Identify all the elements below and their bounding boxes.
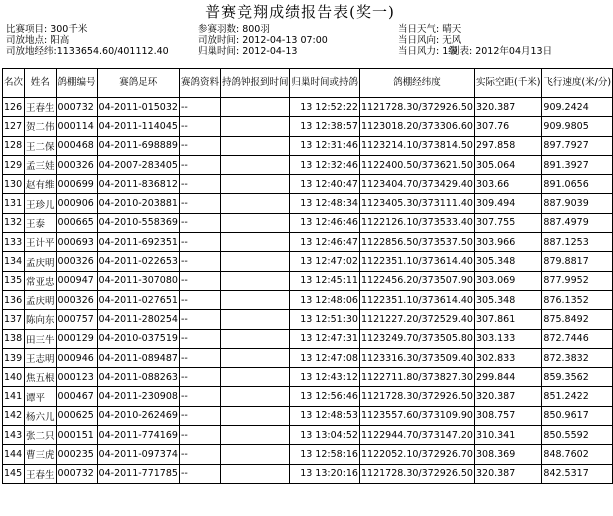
- pigeon-info-cell: --: [179, 136, 220, 155]
- info-wind-direction: 当日风向: 无风: [398, 35, 462, 46]
- ring-cell: 04-2011-088263: [97, 368, 179, 387]
- loft-id-cell: 000326: [56, 290, 97, 309]
- speed-cell: 872.3832: [542, 348, 613, 367]
- table-row: [3, 155, 613, 174]
- loft-coords-cell: 1123557.60/373109.90: [359, 406, 474, 425]
- pigeon-info-cell: --: [179, 155, 220, 174]
- name-cell: 田三牛: [25, 329, 57, 348]
- info-return-time: 归巢时间: 2012-04-13: [198, 46, 298, 57]
- col-ring: 赛鸽足环: [97, 69, 179, 98]
- col-speed: 飞行速度(米/分): [542, 69, 613, 98]
- loft-id-cell: 000693: [56, 233, 97, 252]
- table-row: [3, 290, 613, 309]
- distance-cell: 320.387: [474, 98, 541, 117]
- loft-coords-cell: 1122351.10/373614.40: [359, 290, 474, 309]
- col-return-time: 归巢时间或持鸽: [290, 69, 360, 98]
- name-cell: 焦五根: [25, 368, 57, 387]
- return-time-cell: 13 13:04:52: [290, 426, 360, 445]
- rank-cell: 129: [3, 155, 25, 174]
- info-pigeon-count: 参赛羽数: 800羽: [198, 24, 270, 35]
- loft-coords-cell: 1122351.10/373614.40: [359, 252, 474, 271]
- pigeon-info-cell: --: [179, 271, 220, 290]
- ring-cell: 04-2010-558369: [97, 213, 179, 232]
- pigeon-info-cell: --: [179, 368, 220, 387]
- info-made-date: 制表: 2012年04月13日: [450, 46, 553, 57]
- loft-id-cell: 000757: [56, 310, 97, 329]
- table-row: [3, 233, 613, 252]
- rank-cell: 145: [3, 464, 25, 483]
- clock-time-cell: [220, 271, 290, 290]
- info-project: 比赛项目: 300千米: [6, 24, 88, 35]
- table-row: [3, 406, 613, 425]
- rank-cell: 142: [3, 406, 25, 425]
- clock-time-cell: [220, 426, 290, 445]
- table-header-row: [3, 69, 613, 98]
- clock-time-cell: [220, 213, 290, 232]
- pigeon-info-cell: --: [179, 329, 220, 348]
- return-time-cell: 13 12:31:46: [290, 136, 360, 155]
- results-table: [2, 68, 613, 484]
- ring-cell: 04-2011-089487: [97, 348, 179, 367]
- loft-id-cell: 000235: [56, 445, 97, 464]
- ring-cell: 04-2011-280254: [97, 310, 179, 329]
- rank-cell: 141: [3, 387, 25, 406]
- clock-time-cell: [220, 464, 290, 483]
- rank-cell: 127: [3, 117, 25, 136]
- distance-cell: 308.369: [474, 445, 541, 464]
- loft-coords-cell: 1122456.20/373507.90: [359, 271, 474, 290]
- loft-coords-cell: 1121728.30/372926.50: [359, 387, 474, 406]
- info-release-coords: 司放地经纬:1133654.60/401112.40: [6, 46, 169, 57]
- distance-cell: 307.755: [474, 213, 541, 232]
- pigeon-info-cell: --: [179, 348, 220, 367]
- loft-coords-cell: 1122856.50/373537.50: [359, 233, 474, 252]
- name-cell: 王珍儿: [25, 194, 57, 213]
- ring-cell: 04-2011-097374: [97, 445, 179, 464]
- rank-cell: 133: [3, 233, 25, 252]
- clock-time-cell: [220, 136, 290, 155]
- table-row: [3, 426, 613, 445]
- name-cell: 陈向东: [25, 310, 57, 329]
- name-cell: 王春生: [25, 464, 57, 483]
- pigeon-info-cell: --: [179, 98, 220, 117]
- pigeon-info-cell: --: [179, 464, 220, 483]
- distance-cell: 303.133: [474, 329, 541, 348]
- rank-cell: 136: [3, 290, 25, 309]
- speed-cell: 887.9039: [542, 194, 613, 213]
- loft-coords-cell: 1121728.30/372926.50: [359, 98, 474, 117]
- return-time-cell: 13 12:58:16: [290, 445, 360, 464]
- speed-cell: 851.2422: [542, 387, 613, 406]
- return-time-cell: 13 12:56:46: [290, 387, 360, 406]
- loft-id-cell: 000906: [56, 194, 97, 213]
- ring-cell: 04-2011-771785: [97, 464, 179, 483]
- loft-coords-cell: 1123214.10/373814.50: [359, 136, 474, 155]
- name-cell: 王志明: [25, 348, 57, 367]
- info-wind-force: 当日风力: 1级: [398, 46, 458, 57]
- info-release-time: 司放时间: 2012-04-13 07:00: [198, 35, 328, 46]
- return-time-cell: 13 12:32:46: [290, 155, 360, 174]
- distance-cell: 303.966: [474, 233, 541, 252]
- name-cell: 赵有维: [25, 175, 57, 194]
- table-row: [3, 213, 613, 232]
- pigeon-info-cell: --: [179, 175, 220, 194]
- pigeon-info-cell: --: [179, 406, 220, 425]
- ring-cell: 04-2011-022653: [97, 252, 179, 271]
- distance-cell: 305.348: [474, 252, 541, 271]
- rank-cell: 130: [3, 175, 25, 194]
- return-time-cell: 13 13:20:16: [290, 464, 360, 483]
- return-time-cell: 13 12:51:30: [290, 310, 360, 329]
- col-name: 姓名: [25, 69, 57, 98]
- return-time-cell: 13 12:48:06: [290, 290, 360, 309]
- return-time-cell: 13 12:47:31: [290, 329, 360, 348]
- loft-coords-cell: 1122126.10/373533.40: [359, 213, 474, 232]
- col-pigeon-info: 赛鸽资料: [179, 69, 220, 98]
- pigeon-info-cell: --: [179, 252, 220, 271]
- return-time-cell: 13 12:46:46: [290, 213, 360, 232]
- speed-cell: 850.9617: [542, 406, 613, 425]
- clock-time-cell: [220, 252, 290, 271]
- distance-cell: 309.494: [474, 194, 541, 213]
- loft-id-cell: 000326: [56, 155, 97, 174]
- col-loft-coords: 鸽棚经纬度: [359, 69, 474, 98]
- name-cell: 谭平: [25, 387, 57, 406]
- pigeon-info-cell: --: [179, 445, 220, 464]
- speed-cell: 887.4979: [542, 213, 613, 232]
- loft-id-cell: 000151: [56, 426, 97, 445]
- table-row: [3, 464, 613, 483]
- loft-coords-cell: 1121227.20/372529.40: [359, 310, 474, 329]
- table-row: [3, 136, 613, 155]
- rank-cell: 135: [3, 271, 25, 290]
- rank-cell: 144: [3, 445, 25, 464]
- clock-time-cell: [220, 194, 290, 213]
- rank-cell: 143: [3, 426, 25, 445]
- name-cell: 王计平: [25, 233, 57, 252]
- loft-id-cell: 000123: [56, 368, 97, 387]
- col-clock-time: 持鸽钟报到时间: [220, 69, 290, 98]
- loft-id-cell: 000946: [56, 348, 97, 367]
- ring-cell: 04-2011-114045: [97, 117, 179, 136]
- rank-cell: 134: [3, 252, 25, 271]
- table-row: [3, 329, 613, 348]
- clock-time-cell: [220, 175, 290, 194]
- clock-time-cell: [220, 445, 290, 464]
- name-cell: 孟庆明: [25, 290, 57, 309]
- table-row: [3, 175, 613, 194]
- table-row: [3, 368, 613, 387]
- col-distance: 实际空距(千米): [474, 69, 541, 98]
- ring-cell: 04-2007-283405: [97, 155, 179, 174]
- ring-cell: 04-2011-698889: [97, 136, 179, 155]
- loft-id-cell: 000467: [56, 387, 97, 406]
- loft-id-cell: 000625: [56, 406, 97, 425]
- name-cell: 王泰: [25, 213, 57, 232]
- distance-cell: 307.76: [474, 117, 541, 136]
- loft-id-cell: 000665: [56, 213, 97, 232]
- name-cell: 王二保: [25, 136, 57, 155]
- speed-cell: 909.9805: [542, 117, 613, 136]
- return-time-cell: 13 12:38:57: [290, 117, 360, 136]
- loft-coords-cell: 1123249.70/373505.80: [359, 329, 474, 348]
- clock-time-cell: [220, 233, 290, 252]
- speed-cell: 897.7927: [542, 136, 613, 155]
- table-row: [3, 271, 613, 290]
- return-time-cell: 13 12:46:47: [290, 233, 360, 252]
- return-time-cell: 13 12:48:34: [290, 194, 360, 213]
- table-row: [3, 252, 613, 271]
- rank-cell: 132: [3, 213, 25, 232]
- table-row: [3, 445, 613, 464]
- clock-time-cell: [220, 406, 290, 425]
- pigeon-info-cell: --: [179, 233, 220, 252]
- name-cell: 孟三娃: [25, 155, 57, 174]
- loft-coords-cell: 1121728.30/372926.50: [359, 464, 474, 483]
- loft-coords-cell: 1123018.20/373306.60: [359, 117, 474, 136]
- name-cell: 曹三虎: [25, 445, 57, 464]
- pigeon-info-cell: --: [179, 290, 220, 309]
- ring-cell: 04-2010-203881: [97, 194, 179, 213]
- rank-cell: 140: [3, 368, 25, 387]
- report-title: 普赛竞翔成绩报告表(奖一): [205, 3, 395, 21]
- loft-id-cell: 000468: [56, 136, 97, 155]
- distance-cell: 307.861: [474, 310, 541, 329]
- ring-cell: 04-2011-307080: [97, 271, 179, 290]
- ring-cell: 04-2010-262469: [97, 406, 179, 425]
- loft-coords-cell: 1123404.70/373429.40: [359, 175, 474, 194]
- distance-cell: 297.858: [474, 136, 541, 155]
- rank-cell: 126: [3, 98, 25, 117]
- loft-coords-cell: 1123316.30/373509.40: [359, 348, 474, 367]
- clock-time-cell: [220, 329, 290, 348]
- ring-cell: 04-2011-774169: [97, 426, 179, 445]
- col-rank: 名次: [3, 69, 25, 98]
- table-row: [3, 387, 613, 406]
- name-cell: 孟庆明: [25, 252, 57, 271]
- speed-cell: 876.1352: [542, 290, 613, 309]
- rank-cell: 131: [3, 194, 25, 213]
- name-cell: 贺二伟: [25, 117, 57, 136]
- loft-coords-cell: 1122400.50/373621.50: [359, 155, 474, 174]
- speed-cell: 872.7446: [542, 329, 613, 348]
- speed-cell: 877.9952: [542, 271, 613, 290]
- speed-cell: 887.1253: [542, 233, 613, 252]
- speed-cell: 842.5317: [542, 464, 613, 483]
- col-loft-id: 鸽棚编号: [56, 69, 97, 98]
- clock-time-cell: [220, 310, 290, 329]
- table-row: [3, 348, 613, 367]
- name-cell: 王春生: [25, 98, 57, 117]
- return-time-cell: 13 12:52:22: [290, 98, 360, 117]
- ring-cell: 04-2010-037519: [97, 329, 179, 348]
- ring-cell: 04-2011-230908: [97, 387, 179, 406]
- name-cell: 杨六儿: [25, 406, 57, 425]
- ring-cell: 04-2011-015032: [97, 98, 179, 117]
- name-cell: 张二只: [25, 426, 57, 445]
- name-cell: 常亚忠: [25, 271, 57, 290]
- return-time-cell: 13 12:47:08: [290, 348, 360, 367]
- pigeon-info-cell: --: [179, 310, 220, 329]
- clock-time-cell: [220, 98, 290, 117]
- clock-time-cell: [220, 348, 290, 367]
- ring-cell: 04-2011-027651: [97, 290, 179, 309]
- clock-time-cell: [220, 155, 290, 174]
- pigeon-info-cell: --: [179, 387, 220, 406]
- info-release-place: 司放地点: 阳高: [6, 35, 70, 46]
- loft-id-cell: 000114: [56, 117, 97, 136]
- pigeon-info-cell: --: [179, 194, 220, 213]
- distance-cell: 299.844: [474, 368, 541, 387]
- speed-cell: 859.3562: [542, 368, 613, 387]
- rank-cell: 128: [3, 136, 25, 155]
- loft-coords-cell: 1122944.70/373147.20: [359, 426, 474, 445]
- clock-time-cell: [220, 387, 290, 406]
- distance-cell: 303.069: [474, 271, 541, 290]
- loft-id-cell: 000699: [56, 175, 97, 194]
- return-time-cell: 13 12:43:12: [290, 368, 360, 387]
- pigeon-info-cell: --: [179, 426, 220, 445]
- loft-coords-cell: 1123405.30/373111.40: [359, 194, 474, 213]
- info-weather: 当日天气: 晴天: [398, 24, 462, 35]
- pigeon-info-cell: --: [179, 117, 220, 136]
- speed-cell: 850.5592: [542, 426, 613, 445]
- clock-time-cell: [220, 117, 290, 136]
- ring-cell: 04-2011-692351: [97, 233, 179, 252]
- table-row: [3, 117, 613, 136]
- distance-cell: 302.833: [474, 348, 541, 367]
- distance-cell: 305.348: [474, 290, 541, 309]
- return-time-cell: 13 12:47:02: [290, 252, 360, 271]
- distance-cell: 305.064: [474, 155, 541, 174]
- speed-cell: 875.8492: [542, 310, 613, 329]
- return-time-cell: 13 12:48:53: [290, 406, 360, 425]
- pigeon-info-cell: --: [179, 213, 220, 232]
- ring-cell: 04-2011-836812: [97, 175, 179, 194]
- distance-cell: 310.341: [474, 426, 541, 445]
- clock-time-cell: [220, 290, 290, 309]
- return-time-cell: 13 12:40:47: [290, 175, 360, 194]
- speed-cell: 848.7602: [542, 445, 613, 464]
- speed-cell: 909.2424: [542, 98, 613, 117]
- table-row: [3, 98, 613, 117]
- loft-coords-cell: 1122052.10/372926.70: [359, 445, 474, 464]
- speed-cell: 879.8817: [542, 252, 613, 271]
- distance-cell: 320.387: [474, 387, 541, 406]
- distance-cell: 303.66: [474, 175, 541, 194]
- rank-cell: 139: [3, 348, 25, 367]
- speed-cell: 891.0656: [542, 175, 613, 194]
- clock-time-cell: [220, 368, 290, 387]
- loft-id-cell: 000326: [56, 252, 97, 271]
- loft-id-cell: 000732: [56, 98, 97, 117]
- speed-cell: 891.3927: [542, 155, 613, 174]
- loft-id-cell: 000732: [56, 464, 97, 483]
- return-time-cell: 13 12:45:11: [290, 271, 360, 290]
- table-row: [3, 194, 613, 213]
- rank-cell: 137: [3, 310, 25, 329]
- distance-cell: 308.757: [474, 406, 541, 425]
- loft-id-cell: 000947: [56, 271, 97, 290]
- distance-cell: 320.387: [474, 464, 541, 483]
- loft-coords-cell: 1122711.80/373827.30: [359, 368, 474, 387]
- table-row: [3, 310, 613, 329]
- rank-cell: 138: [3, 329, 25, 348]
- loft-id-cell: 000129: [56, 329, 97, 348]
